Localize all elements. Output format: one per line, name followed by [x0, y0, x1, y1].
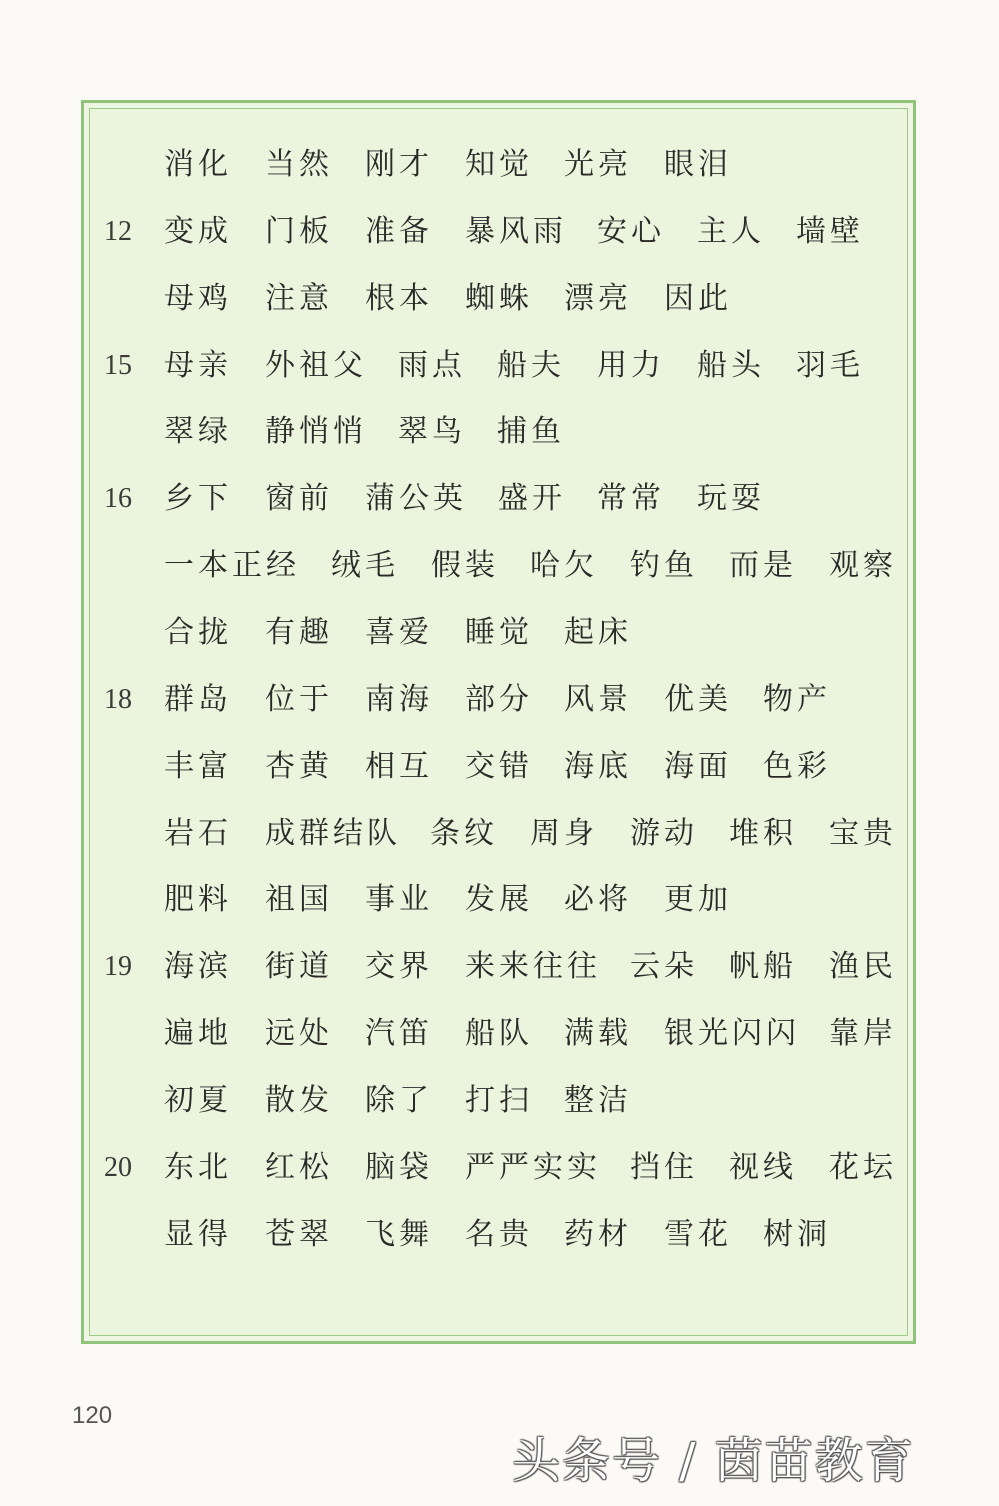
vocabulary-word: 海面 [664, 749, 732, 784]
vocabulary-row [0, 140, 999, 190]
vocabulary-word: 盛开 [498, 481, 566, 516]
vocabulary-word: 雨点 [398, 348, 466, 383]
vocabulary-row [0, 675, 999, 725]
vocabulary-word: 优美 [664, 682, 732, 717]
vocabulary-word: 药材 [564, 1217, 632, 1252]
vocabulary-word: 堆积 [729, 816, 797, 851]
vocabulary-word: 部分 [465, 682, 533, 717]
vocabulary-word: 钓鱼 [630, 548, 698, 583]
vocabulary-word: 静悄悄 [265, 414, 367, 449]
vocabulary-word: 当然 [265, 147, 333, 182]
vocabulary-word: 远处 [265, 1016, 333, 1051]
vocabulary-word: 知觉 [465, 147, 533, 182]
vocabulary-word: 苍翠 [265, 1217, 333, 1252]
vocabulary-word: 雪花 [664, 1217, 732, 1252]
vocabulary-word: 捕鱼 [497, 414, 565, 449]
vocabulary-word: 云朵 [630, 949, 698, 984]
vocabulary-word: 除了 [365, 1083, 433, 1118]
vocabulary-word: 眼泪 [664, 147, 732, 182]
vocabulary-word: 成群结队 [265, 816, 401, 851]
vocabulary-row [0, 1009, 999, 1059]
vocabulary-row [0, 274, 999, 324]
vocabulary-word: 光亮 [564, 147, 632, 182]
vocabulary-word: 一本正经 [164, 548, 300, 583]
vocabulary-word: 合拢 [164, 615, 232, 650]
vocabulary-word: 注意 [265, 281, 333, 316]
vocabulary-word: 主人 [697, 214, 765, 249]
vocabulary-word: 岩石 [164, 816, 232, 851]
vocabulary-word: 必将 [564, 882, 632, 917]
vocabulary-word: 打扫 [465, 1083, 533, 1118]
vocabulary-word: 脑袋 [365, 1150, 433, 1185]
vocabulary-word: 观察 [829, 548, 897, 583]
vocabulary-word: 初夏 [164, 1083, 232, 1118]
page-number: 120 [72, 1402, 113, 1429]
vocabulary-word: 帆船 [729, 949, 797, 984]
vocabulary-word: 更加 [664, 882, 732, 917]
vocabulary-row [0, 942, 999, 992]
vocabulary-row [0, 809, 999, 859]
vocabulary-word: 视线 [729, 1150, 797, 1185]
vocabulary-word: 假装 [431, 548, 499, 583]
vocabulary-word: 起床 [564, 615, 632, 650]
vocabulary-word: 窗前 [265, 481, 333, 516]
vocabulary-word: 满载 [564, 1016, 632, 1051]
vocabulary-word: 海底 [564, 749, 632, 784]
vocabulary-word: 物产 [763, 682, 831, 717]
vocabulary-word: 母鸡 [164, 281, 232, 316]
lesson-number: 19 [104, 951, 132, 982]
vocabulary-word: 用力 [597, 348, 665, 383]
vocabulary-word: 靠岸 [829, 1016, 897, 1051]
vocabulary-row [0, 407, 999, 457]
vocabulary-word: 蜘蛛 [465, 281, 533, 316]
lesson-number: 12 [104, 216, 132, 247]
vocabulary-row [0, 207, 999, 257]
vocabulary-word: 海滨 [164, 949, 232, 984]
vocabulary-word: 变成 [164, 214, 232, 249]
vocabulary-word: 位于 [265, 682, 333, 717]
vocabulary-row [0, 541, 999, 591]
lesson-number: 18 [104, 684, 132, 715]
vocabulary-word: 来来往往 [465, 949, 601, 984]
vocabulary-word: 羽毛 [796, 348, 864, 383]
vocabulary-word: 船夫 [497, 348, 565, 383]
vocabulary-word: 严严实实 [465, 1150, 601, 1185]
vocabulary-word: 发展 [465, 882, 533, 917]
vocabulary-word: 翠鸟 [398, 414, 466, 449]
vocabulary-word: 因此 [664, 281, 732, 316]
vocabulary-word: 条纹 [430, 816, 498, 851]
vocabulary-word: 渔民 [829, 949, 897, 984]
vocabulary-word: 丰富 [164, 749, 232, 784]
vocabulary-word: 银光闪闪 [664, 1016, 800, 1051]
vocabulary-word: 根本 [365, 281, 433, 316]
vocabulary-word: 船头 [697, 348, 765, 383]
vocabulary-word: 风景 [564, 682, 632, 717]
vocabulary-row [0, 1210, 999, 1260]
vocabulary-row [0, 608, 999, 658]
vocabulary-word: 周身 [530, 816, 598, 851]
vocabulary-word: 睡觉 [465, 615, 533, 650]
vocabulary-word: 宝贵 [829, 816, 897, 851]
vocabulary-word: 翠绿 [164, 414, 232, 449]
vocabulary-word: 漂亮 [564, 281, 632, 316]
vocabulary-word: 事业 [365, 882, 433, 917]
vocabulary-row [0, 1076, 999, 1126]
vocabulary-word: 有趣 [265, 615, 333, 650]
vocabulary-word: 常常 [597, 481, 665, 516]
vocabulary-word: 交错 [465, 749, 533, 784]
vocabulary-row [0, 1143, 999, 1193]
vocabulary-word: 散发 [265, 1083, 333, 1118]
vocabulary-word: 挡住 [630, 1150, 698, 1185]
vocabulary-word: 游动 [630, 816, 698, 851]
vocabulary-word: 哈欠 [530, 548, 598, 583]
vocabulary-row [0, 742, 999, 792]
vocabulary-word: 祖国 [265, 882, 333, 917]
vocabulary-word: 群岛 [164, 682, 232, 717]
vocabulary-word: 树洞 [763, 1217, 831, 1252]
vocabulary-word: 红松 [265, 1150, 333, 1185]
vocabulary-word: 南海 [365, 682, 433, 717]
vocabulary-row [0, 341, 999, 391]
vocabulary-word: 玩耍 [697, 481, 765, 516]
vocabulary-word: 蒲公英 [365, 481, 467, 516]
watermark: 头条号 / 茵苗教育 [512, 1433, 915, 1489]
vocabulary-row [0, 474, 999, 524]
vocabulary-word: 刚才 [365, 147, 433, 182]
vocabulary-word: 遍地 [164, 1016, 232, 1051]
vocabulary-word: 肥料 [164, 882, 232, 917]
vocabulary-word: 色彩 [763, 749, 831, 784]
vocabulary-word: 母亲 [164, 348, 232, 383]
vocabulary-word: 相互 [365, 749, 433, 784]
lesson-number: 15 [104, 350, 132, 381]
vocabulary-word: 乡下 [164, 481, 232, 516]
vocabulary-word: 飞舞 [365, 1217, 433, 1252]
vocabulary-word: 暴风雨 [465, 214, 567, 249]
vocabulary-word: 消化 [164, 147, 232, 182]
vocabulary-word: 花坛 [829, 1150, 897, 1185]
vocabulary-word: 喜爱 [365, 615, 433, 650]
vocabulary-word: 杏黄 [265, 749, 333, 784]
vocabulary-word: 整洁 [564, 1083, 632, 1118]
vocabulary-word: 交界 [365, 949, 433, 984]
vocabulary-word: 名贵 [465, 1217, 533, 1252]
vocabulary-word: 外祖父 [265, 348, 367, 383]
vocabulary-word: 绒毛 [331, 548, 399, 583]
vocabulary-word: 而是 [729, 548, 797, 583]
vocabulary-word: 街道 [265, 949, 333, 984]
vocabulary-word: 船队 [465, 1016, 533, 1051]
vocabulary-word: 准备 [365, 214, 433, 249]
lesson-number: 16 [104, 483, 132, 514]
vocabulary-word: 墙壁 [796, 214, 864, 249]
vocabulary-row [0, 875, 999, 925]
vocabulary-word: 汽笛 [365, 1016, 433, 1051]
vocabulary-word: 门板 [265, 214, 333, 249]
vocabulary-word: 显得 [164, 1217, 232, 1252]
vocabulary-word: 东北 [164, 1150, 232, 1185]
vocabulary-word: 安心 [597, 214, 665, 249]
lesson-number: 20 [104, 1152, 132, 1183]
